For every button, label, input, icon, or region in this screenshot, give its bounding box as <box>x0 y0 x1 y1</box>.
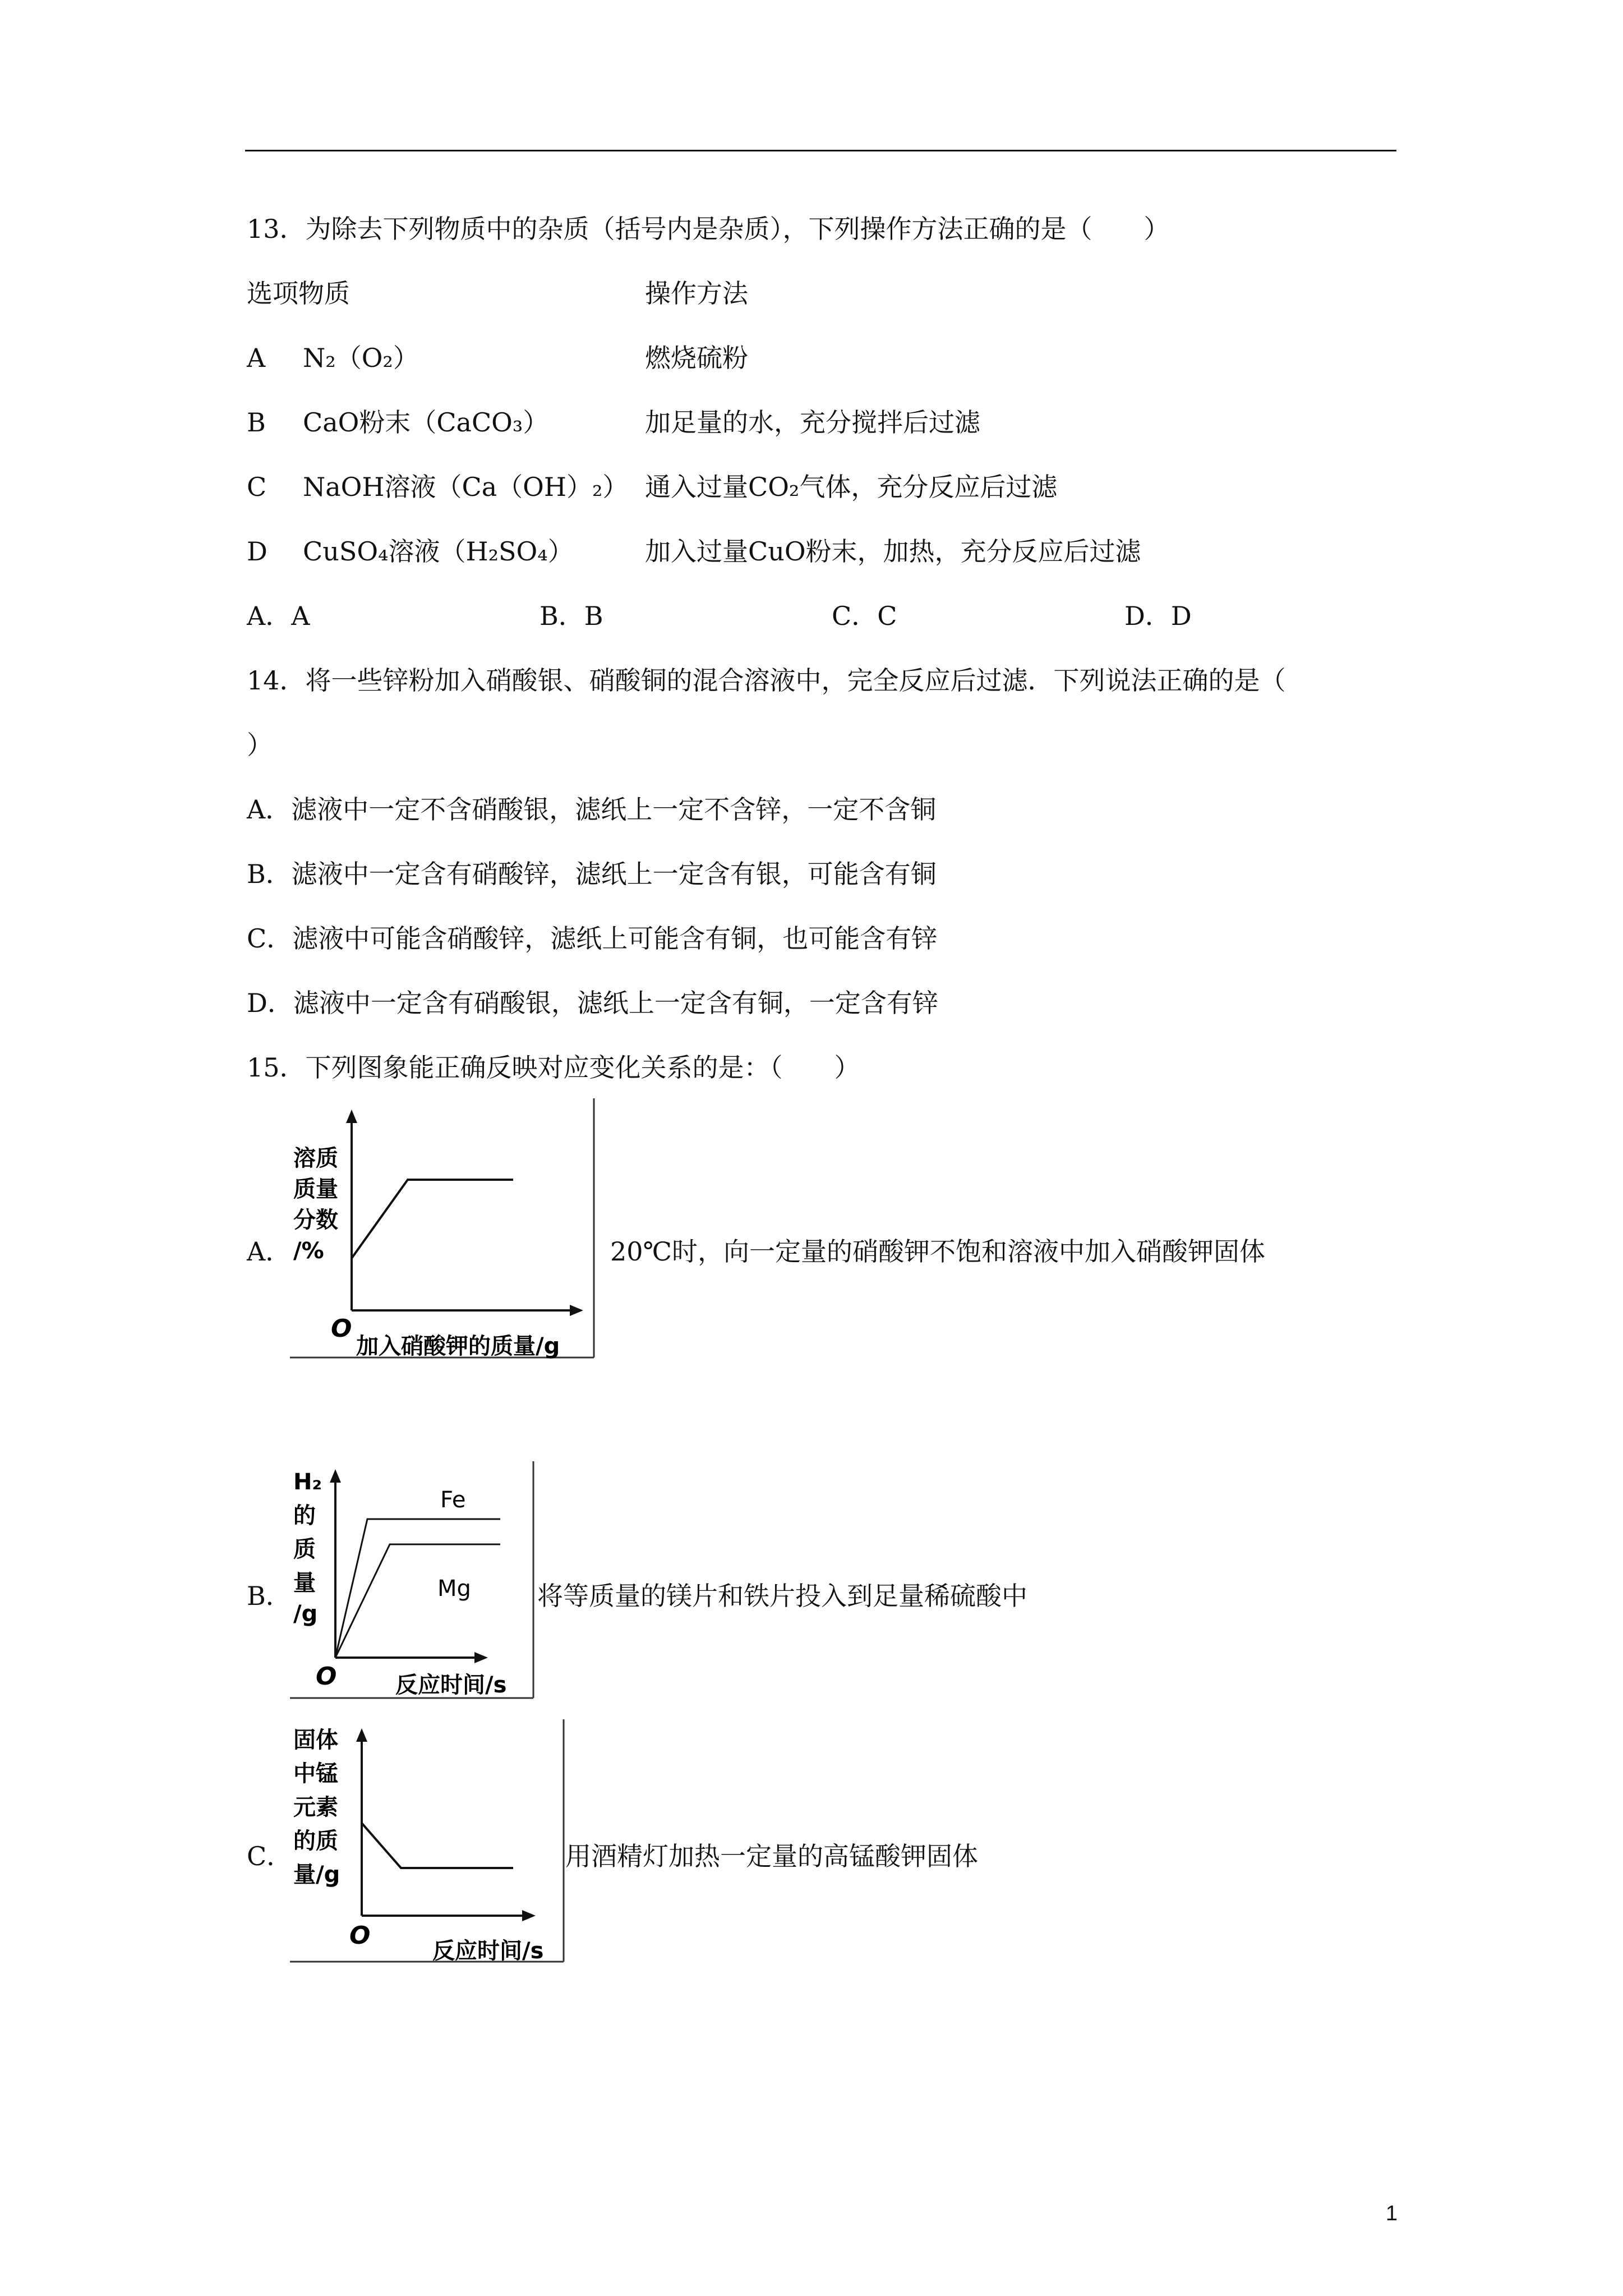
q13-row-d-method: 加入过量CuO粉末，加热，充分反应后过滤 <box>645 536 1141 567</box>
q15-b-ylabel-4: 量 <box>293 1570 316 1596</box>
q15-c-desc: 用酒精灯加热一定量的高锰酸钾固体 <box>565 1841 978 1871</box>
q13-row-b-letter: B <box>247 407 266 438</box>
q14-option-c: C．滤液中可能含硝酸锌，滤纸上可能含有铜，也可能含有锌 <box>247 923 938 954</box>
q14-option-d: D．滤液中一定含有硝酸银，滤纸上一定含有铜，一定含有锌 <box>247 988 938 1018</box>
q15-b-graph <box>289 1461 536 1705</box>
q13-choice-d: D．D <box>1124 601 1192 631</box>
q15-a-origin: O <box>331 1314 352 1343</box>
q15-b-xlabel: 反应时间/s <box>395 1672 507 1698</box>
q15-c-letter: C． <box>247 1841 293 1871</box>
q15-c-ylabel-4: 的质 <box>293 1828 338 1854</box>
q15-b-origin: O <box>316 1662 337 1691</box>
q15-c-graph <box>289 1719 569 1968</box>
q15-c-ylabel-2: 中锰 <box>293 1761 338 1787</box>
q13-col-item: 选项物质 <box>247 278 350 309</box>
q15-b-ylabel-1: H₂ <box>293 1469 322 1495</box>
q13-row-a-letter: A <box>247 343 266 373</box>
q15-a-xlabel: 加入硝酸钾的质量/g <box>356 1333 560 1359</box>
q15-b-ylabel-5: /g <box>293 1601 318 1627</box>
q13-row-c-substance: NaOH溶液（Ca（OH）₂） <box>303 472 629 502</box>
q15-b-ylabel-3: 质 <box>293 1536 316 1562</box>
q15-b-series-mg: Mg <box>437 1576 471 1602</box>
q13-row-d-substance: CuSO₄溶液（H₂SO₄） <box>303 536 574 567</box>
q15-c-origin: O <box>349 1921 371 1950</box>
q15-b-letter: B． <box>247 1581 292 1611</box>
q15-c-ylabel-3: 元素 <box>293 1795 338 1820</box>
q15-c-ylabel-1: 固体 <box>293 1727 338 1753</box>
q13-stem: 13．为除去下列物质中的杂质（括号内是杂质），下列操作方法正确的是（ ） <box>247 214 1170 244</box>
q13-row-c-letter: C <box>247 472 267 502</box>
q13-row-a-substance: N₂（O₂） <box>303 343 419 373</box>
q14-stem-line2: ） <box>247 730 273 760</box>
q13-row-b-substance: CaO粉末（CaCO₃） <box>303 407 549 438</box>
q15-a-graph <box>289 1098 603 1364</box>
q15-b-desc: 将等质量的镁片和铁片投入到足量稀硫酸中 <box>537 1581 1027 1611</box>
q14-stem-line1: 14．将一些锌粉加入硝酸银、硝酸铜的混合溶液中，完全反应后过滤．下列说法正确的是（ <box>247 665 1286 696</box>
q13-row-a-method: 燃烧硫粉 <box>645 343 748 373</box>
q13-row-c-method: 通入过量CO₂气体，充分反应后过滤 <box>645 472 1058 502</box>
q14-option-a: A．滤液中一定不含硝酸银，滤纸上一定不含锌，一定不含铜 <box>247 794 937 825</box>
q15-b-ylabel-2: 的 <box>293 1503 316 1529</box>
q13-col-method: 操作方法 <box>645 278 748 309</box>
q14-option-b: B．滤液中一定含有硝酸锌，滤纸上一定含有银，可能含有铜 <box>247 859 937 889</box>
q15-a-desc: 20℃时，向一定量的硝酸钾不饱和溶液中加入硝酸钾固体 <box>610 1236 1265 1267</box>
header-rule <box>245 150 1396 151</box>
q13-choice-a: A．A <box>247 601 310 631</box>
q15-a-ylabel-4: /% <box>293 1238 324 1264</box>
q15-c-xlabel: 反应时间/s <box>432 1938 544 1964</box>
q15-c-ylabel-5: 量/g <box>293 1862 340 1888</box>
q15-stem: 15．下列图象能正确反映对应变化关系的是：（ ） <box>247 1052 860 1083</box>
q13-choice-b: B．B <box>540 601 603 631</box>
q15-a-ylabel-1: 溶质 <box>293 1145 338 1171</box>
q15-a-ylabel-3: 分数 <box>293 1207 338 1233</box>
q15-b-series-fe: Fe <box>440 1487 466 1513</box>
q13-choice-c: C．C <box>832 601 897 631</box>
q15-a-ylabel-2: 质量 <box>293 1176 338 1202</box>
page-number: 1 <box>1385 2202 1398 2225</box>
q13-row-b-method: 加足量的水，充分搅拌后过滤 <box>645 407 980 438</box>
q13-row-d-letter: D <box>247 536 268 567</box>
q15-a-letter: A． <box>247 1236 292 1267</box>
